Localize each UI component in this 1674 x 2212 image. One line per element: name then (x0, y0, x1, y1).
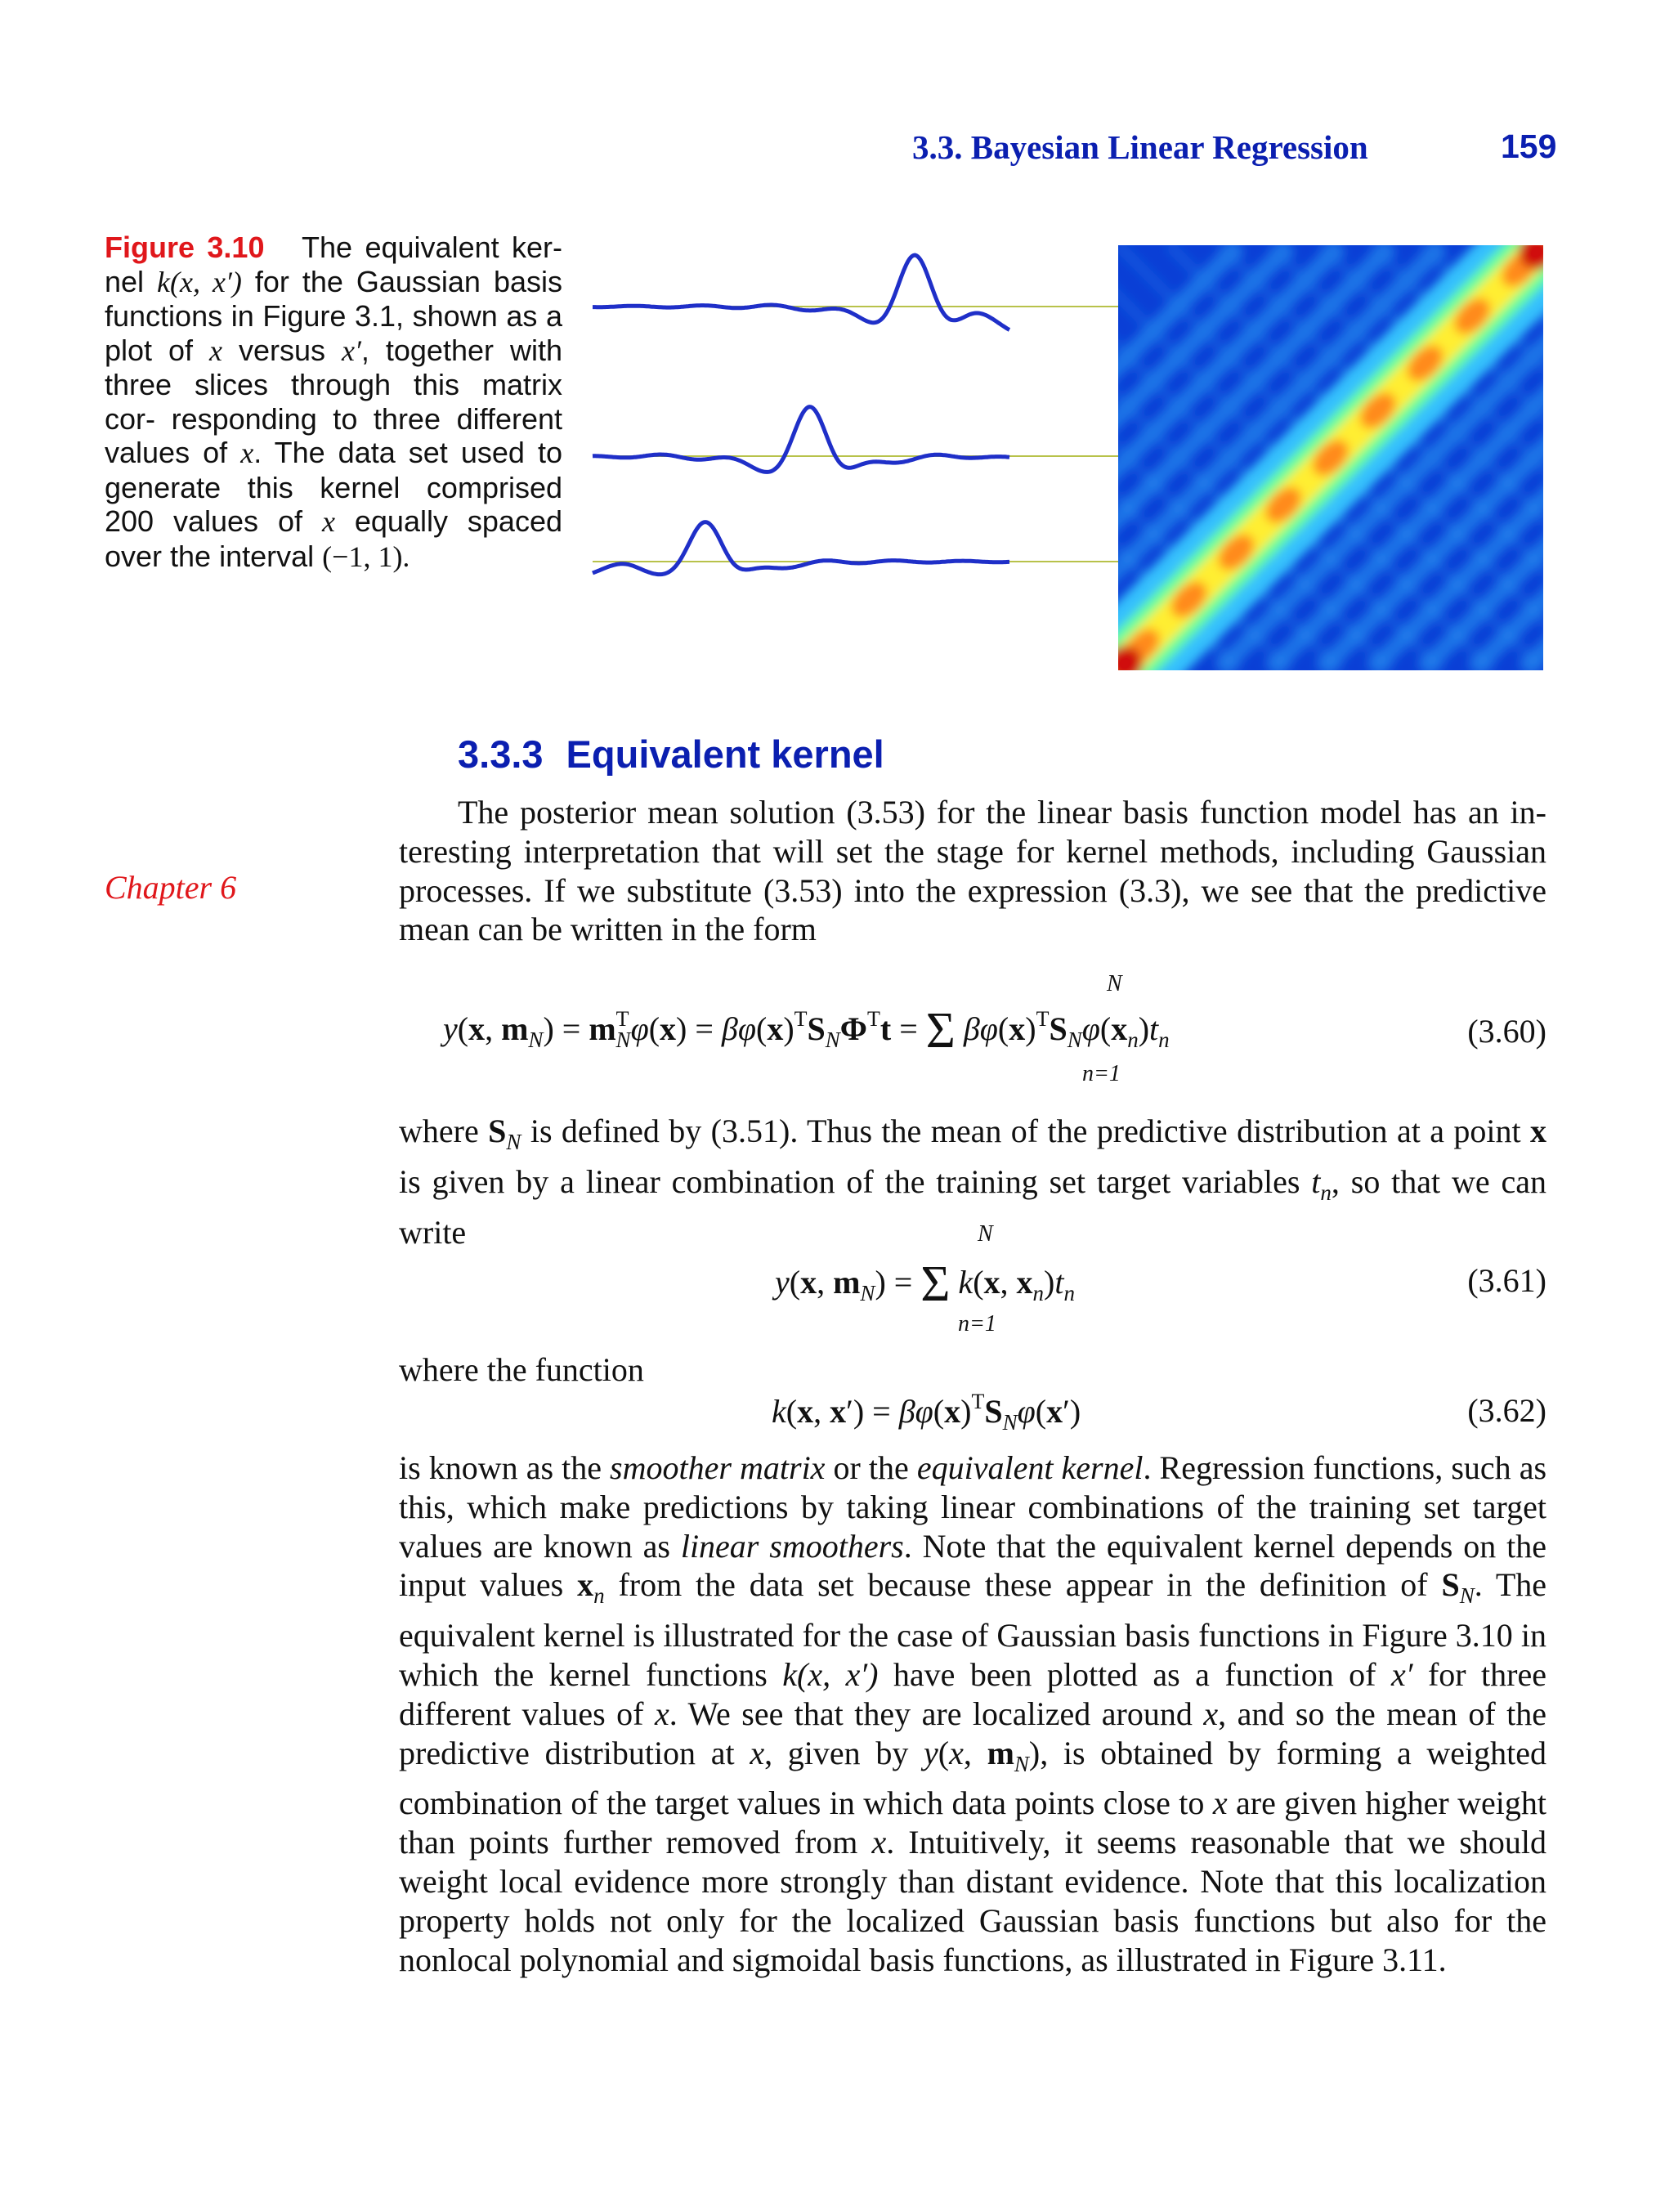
eq-number-3-62: (3.62) (1467, 1392, 1546, 1429)
eq360-lower-limit: n=1 (1082, 1061, 1121, 1086)
paragraph-4: is known as the smoother matrix or the equivalent kernel. Regression functions, such as this, which make predictions by taking linear combinations of the training set target values are known as linear smoothers. Note that the equivalent kernel depends on the input values $x_n$ from the data set because these appear in the definition of $S_N$. The equivalent kernel is illustrated for the case of Gaussian basis functions in Figure 3.10 in which the kernel functions k(x, x′) have been plotted as a function of x′ for three different values of x. We see that they are localized around x, and so the mean of the predictive distribution at x, given by y(x, $m_N$), is obtained by forming a weighted combination of the target values in which data points close to x are given higher weight than points further removed from x. Intuitively, it seems reasonable that we should weight local evidence more strongly than distant evidence. Note that this localization property holds not only for the localized Gaussian basis functions but also for the nonlocal polynomial and sigmoidal basis functions, as illustrated in Figure 3.11. (399, 1449, 1547, 1978)
figure-label: Figure 3.10 (105, 231, 265, 264)
paragraph-1: The posterior mean solution (3.53) for the linear basis function model has an in- teresting interpretation that will set the stage for kernel methods, including Gaussian processes. If we substitute (3.53) into the expression (3.3), we see that the predictive mean can be written in the form (399, 794, 1546, 948)
kernel-expression: k(x, x′) (157, 265, 242, 298)
eq-number-3-60: (3.60) (1467, 1013, 1546, 1050)
equation-3-61: y(x, $m_N) = \Sigma$ k(x, $x_n)t_n$ (775, 1256, 1075, 1312)
page-number: 159 (1501, 128, 1557, 165)
section-title: Equivalent kernel (566, 732, 884, 776)
running-header-title: 3.3. Bayesian Linear Regression (912, 128, 1368, 166)
eq360-upper-limit: N (1107, 971, 1122, 996)
figure-caption: Figure 3.10 The equivalent ker- nel k(x, x′) for the Gaussian basis functions in Figure 3.1, shown as a plot of x versus x′, together with three slices through this matrix cor- responding to three different values of x. The data set used to generate this kernel comprised 200 values of x equally spaced over the interval (−1, 1). (105, 231, 563, 573)
paragraph-2: where $S_N$ is defined by (3.51). Thus the mean of the predictive distribution at a point x is given by a linear combination of the training set target variables $t_n$, so that we can write (399, 1113, 1547, 1251)
section-number: 3.3.3 (458, 732, 544, 776)
margin-note-chapter: Chapter 6 (105, 869, 237, 906)
paragraph-3: where the function (399, 1351, 644, 1388)
eq-number-3-61: (3.61) (1467, 1262, 1546, 1299)
equation-3-62: k(x, $x') = \beta\varphi(x)^TS_N\varphi(x')$ (772, 1390, 1081, 1435)
eq361-lower-limit: n=1 (958, 1311, 996, 1337)
kernel-matrix-heatmap (1118, 245, 1543, 670)
section-heading (458, 732, 884, 777)
equation-3-60: y(x, $m_N) = m^T_N\varphi(x) = \beta\varphi(x)^TS_N\Phi^Tt = \Sigma$ $\beta\varphi(x)^TS_N\varphi(x_n)t_n$ (443, 1003, 1170, 1059)
kernel-slice-curve-3 (593, 522, 1009, 575)
eq361-upper-limit: N (978, 1221, 993, 1247)
kernel-slice-curve-1 (593, 255, 1009, 329)
kernel-slice-curve-2 (593, 407, 1009, 472)
